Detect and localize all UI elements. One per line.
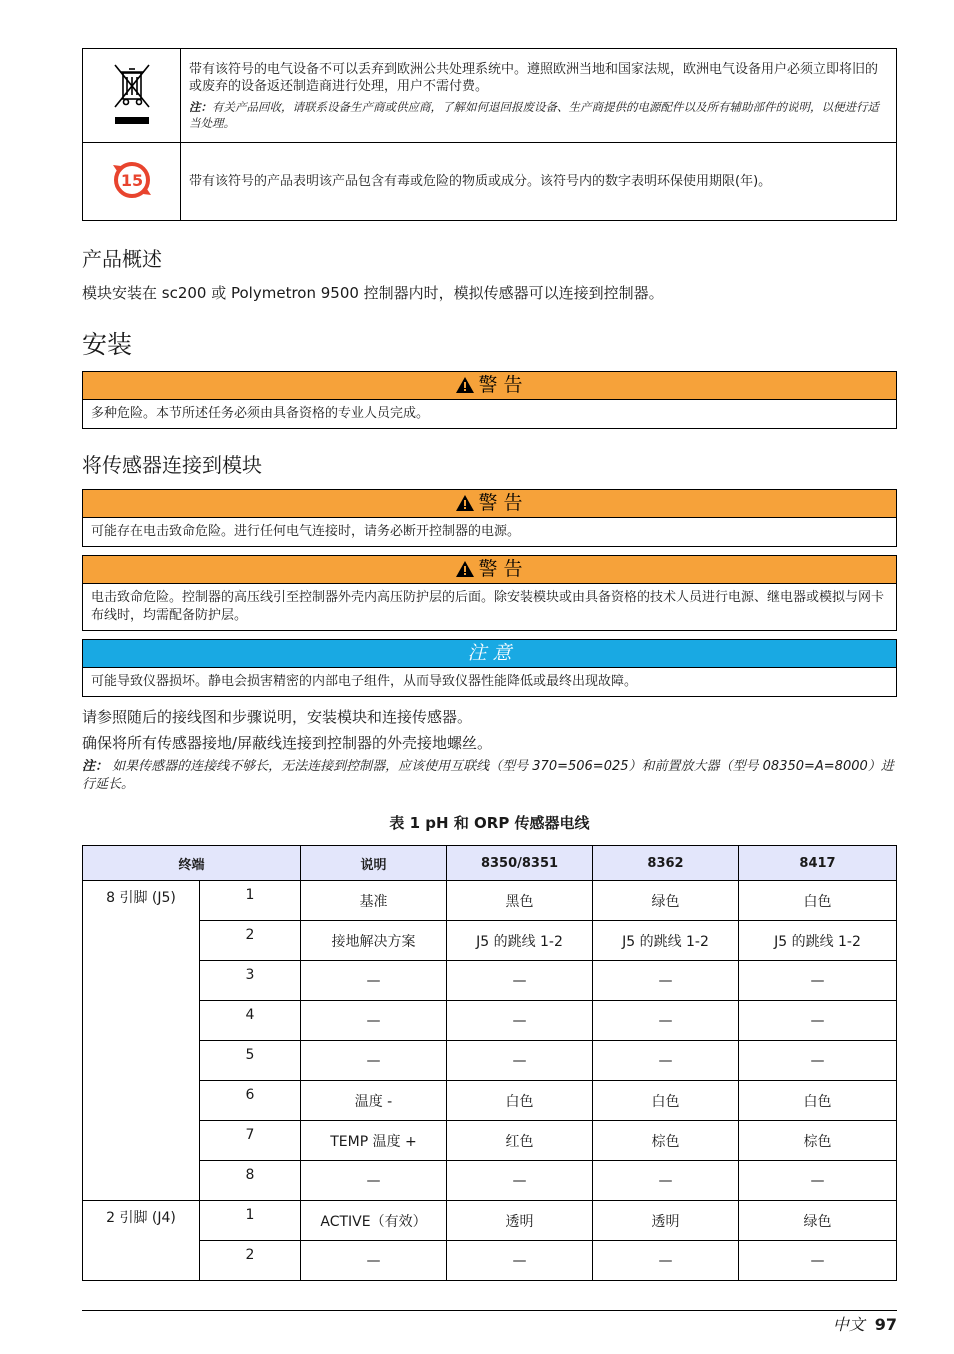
cell-8417: — bbox=[739, 1001, 897, 1041]
description-cell: 温度 - bbox=[301, 1081, 447, 1121]
pin-cell: 1 bbox=[200, 881, 301, 921]
product-overview-text: 模块安装在 sc200 或 Polymetron 9500 控制器内时，模拟传感器可以连接到控制器。 bbox=[82, 284, 664, 302]
description-cell: TEMP 温度 + bbox=[301, 1121, 447, 1161]
notice-box bbox=[82, 639, 897, 697]
header-terminal: 终端 bbox=[83, 846, 301, 881]
table-row bbox=[83, 1081, 897, 1121]
cell-8417: — bbox=[739, 1241, 897, 1281]
table-row bbox=[83, 1161, 897, 1201]
description-cell: — bbox=[301, 1241, 447, 1281]
warning-triangle-icon bbox=[456, 377, 474, 393]
table-row bbox=[83, 961, 897, 1001]
cell-8417: — bbox=[739, 1161, 897, 1201]
cell-8417: — bbox=[739, 961, 897, 1001]
cell-8417: J5 的跳线 1-2 bbox=[739, 921, 897, 961]
pin-cell: 2 bbox=[200, 1241, 301, 1281]
description-cell: — bbox=[301, 961, 447, 1001]
description-cell: — bbox=[301, 1161, 447, 1201]
pin-cell: 4 bbox=[200, 1001, 301, 1041]
header-8362: 8362 bbox=[593, 846, 739, 881]
page-footer bbox=[833, 1312, 897, 1335]
cell-8417: 棕色 bbox=[739, 1121, 897, 1161]
weee-icon-cell bbox=[83, 49, 181, 143]
table-row bbox=[83, 1001, 897, 1041]
note-text: 如果传感器的连接线不够长，无法连接到控制器，应该使用互联线（型号 370=506=025）和前置放大器（型号 08350=A=8000）进行延长。 bbox=[82, 759, 894, 792]
description-cell: 接地解决方案 bbox=[301, 921, 447, 961]
extension-note bbox=[82, 758, 897, 794]
cell-8350: 红色 bbox=[447, 1121, 593, 1161]
pin-cell: 8 bbox=[200, 1161, 301, 1201]
connect-heading: 将传感器连接到模块 bbox=[82, 453, 262, 477]
cell-8362: — bbox=[593, 1001, 739, 1041]
pin-cell: 5 bbox=[200, 1041, 301, 1081]
weee-note bbox=[189, 99, 888, 131]
table-row bbox=[83, 881, 897, 921]
cell-8350: — bbox=[447, 1241, 593, 1281]
install-heading: 安装 bbox=[82, 330, 133, 359]
cell-8362: — bbox=[593, 1161, 739, 1201]
page-number: 97 bbox=[874, 1315, 897, 1334]
weee-crossed-bin-icon bbox=[112, 61, 152, 127]
warning-title: 警 告 bbox=[478, 558, 523, 580]
table-row bbox=[83, 1201, 897, 1241]
pin-cell: 2 bbox=[200, 921, 301, 961]
warning-triangle-icon bbox=[456, 561, 474, 577]
header-8350: 8350/8351 bbox=[447, 846, 593, 881]
description-cell: ACTIVE（有效） bbox=[301, 1201, 447, 1241]
rohs-icon-cell bbox=[83, 143, 181, 221]
header-description: 说明 bbox=[301, 846, 447, 881]
instruction-paragraph: 请参照随后的接线图和步骤说明，安装模块和连接传感器。 bbox=[82, 708, 473, 726]
footer-language: 中文 bbox=[832, 1315, 865, 1334]
cell-8350: 白色 bbox=[447, 1081, 593, 1121]
sensor-wire-table bbox=[82, 845, 897, 1281]
weee-description: 带有该符号的电气设备不可以丢弃到欧洲公共处理系统中。遵照欧洲当地和国家法规，欧洲电气设备用户必须立即将旧的或废弃的设备返还制造商进行处理，用户不需付费。 bbox=[189, 61, 879, 94]
notice-text: 可能导致仪器损坏。静电会损害精密的内部电子组件，从而导致仪器性能降低或最终出现故障。 bbox=[91, 674, 638, 689]
group-label: 8 引脚 (J5) bbox=[83, 881, 200, 1201]
warning-header bbox=[83, 556, 896, 584]
footer-rule bbox=[82, 1310, 897, 1311]
warning-box-2 bbox=[82, 489, 897, 547]
cell-8350: J5 的跳线 1-2 bbox=[447, 921, 593, 961]
weee-note-text: 有关产品回收，请联系设备生产商或供应商，了解如何退回报废设备、生产商提供的电源配件以及所有辅助部件的说明，以便进行适当处理。 bbox=[189, 99, 879, 130]
description-cell: — bbox=[301, 1041, 447, 1081]
cell-8362: J5 的跳线 1-2 bbox=[593, 921, 739, 961]
rohs-description: 带有该符号的产品表明该产品包含有毒或危险的物质或成分。该符号内的数字表明环保使用期限(年)。 bbox=[189, 174, 772, 189]
cell-8350: 透明 bbox=[447, 1201, 593, 1241]
cell-8350: — bbox=[447, 1041, 593, 1081]
cell-8362: 绿色 bbox=[593, 881, 739, 921]
table-caption: 表 1 pH 和 ORP 传感器电线 bbox=[389, 814, 590, 832]
cell-8362: 白色 bbox=[593, 1081, 739, 1121]
warning-text: 电击致命危险。控制器的高压线引至控制器外壳内高压防护层的后面。除安装模块或由具备资格的技术人员进行电源、继电器或模拟与网卡布线时，均需配备防护层。 bbox=[91, 590, 885, 623]
weee-note-label: 注： bbox=[189, 99, 212, 114]
cell-8362: 透明 bbox=[593, 1201, 739, 1241]
pin-cell: 7 bbox=[200, 1121, 301, 1161]
warning-title: 警 告 bbox=[478, 492, 523, 514]
symbol-table bbox=[82, 48, 897, 221]
cell-8362: — bbox=[593, 1241, 739, 1281]
description-cell: — bbox=[301, 1001, 447, 1041]
warning-triangle-icon bbox=[456, 495, 474, 511]
warning-text: 多种危险。本节所述任务必须由具备资格的专业人员完成。 bbox=[91, 406, 430, 421]
cell-8350: — bbox=[447, 1161, 593, 1201]
description-cell: 基准 bbox=[301, 881, 447, 921]
cell-8350: — bbox=[447, 961, 593, 1001]
warning-box-1 bbox=[82, 371, 897, 429]
table-row bbox=[83, 1121, 897, 1161]
cell-8362: — bbox=[593, 961, 739, 1001]
notice-header: 注 意 bbox=[83, 640, 896, 668]
product-overview-heading: 产品概述 bbox=[82, 247, 162, 271]
cell-8417: 绿色 bbox=[739, 1201, 897, 1241]
warning-title: 警 告 bbox=[478, 374, 523, 396]
cell-8350: 黑色 bbox=[447, 881, 593, 921]
pin-cell: 6 bbox=[200, 1081, 301, 1121]
weee-text-cell bbox=[181, 49, 897, 143]
table-row bbox=[83, 921, 897, 961]
warning-header bbox=[83, 490, 896, 518]
warning-box-3 bbox=[82, 555, 897, 631]
cell-8417: — bbox=[739, 1041, 897, 1081]
pin-cell: 1 bbox=[200, 1201, 301, 1241]
table-row bbox=[83, 1241, 897, 1281]
warning-text: 可能存在电击致命危险。进行任何电气连接时，请务必断开控制器的电源。 bbox=[91, 524, 521, 539]
cell-8417: 白色 bbox=[739, 1081, 897, 1121]
rohs-text-cell bbox=[181, 143, 897, 221]
cell-8417: 白色 bbox=[739, 881, 897, 921]
note-label: 注： bbox=[82, 759, 109, 774]
warning-header bbox=[83, 372, 896, 400]
cell-8350: — bbox=[447, 1001, 593, 1041]
pin-cell: 3 bbox=[200, 961, 301, 1001]
rohs-number: 15 bbox=[120, 170, 143, 190]
environment-protection-15-icon bbox=[109, 157, 155, 203]
table-row bbox=[83, 1041, 897, 1081]
cell-8362: — bbox=[593, 1041, 739, 1081]
ground-paragraph: 确保将所有传感器接地/屏蔽线连接到控制器的外壳接地螺丝。 bbox=[82, 734, 493, 752]
group-label: 2 引脚 (J4) bbox=[83, 1201, 200, 1281]
cell-8362: 棕色 bbox=[593, 1121, 739, 1161]
header-8417: 8417 bbox=[739, 846, 897, 881]
